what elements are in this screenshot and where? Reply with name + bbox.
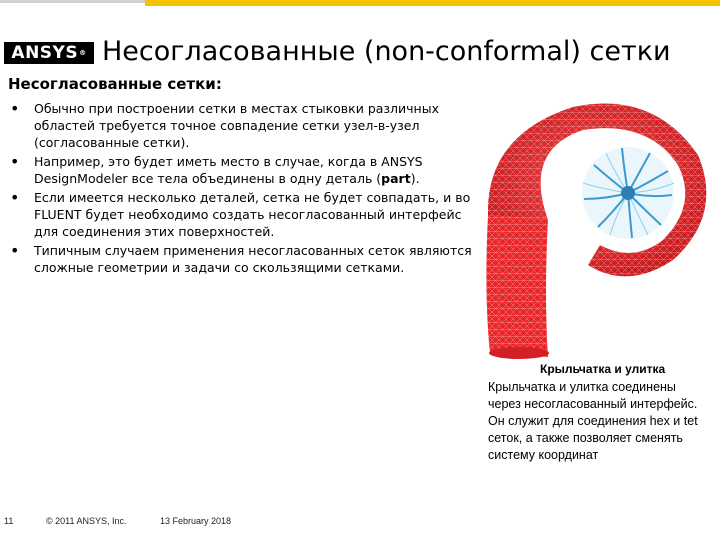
bullet-text: Если имеется несколько деталей, сетка не будет совпадать, и во FLUENT будет необходимо создать несогласованный интерфейс для соединения этих поверхностей. [34,190,471,239]
bullet-list [8,100,480,278]
impeller-volute-mesh-image [478,95,718,360]
top-rule-gray [0,0,145,3]
bullet-text: Обычно при построении сетки в местах стыковки различных областей требуется точное совпадение сетки узел-в-узел (согласованные сетки). [34,101,439,150]
page-number: 11 [4,516,14,526]
logo-registered-mark: ® [79,49,87,57]
logo-text: ANSYS [11,43,79,63]
bullet-item [8,189,480,240]
bullet-item [8,242,480,276]
bullet-text: Типичным случаем применения несогласованных сеток являются сложные геометрии и задачи со скользящими сетками. [34,243,472,275]
figure-caption-title: Крыльчатка и улитка [540,362,666,376]
slide-title: Несогласованные (non-conformal) сетки [102,36,671,67]
bullet-text: ). [410,171,420,186]
footer-date: 13 February 2018 [160,516,232,526]
ansys-logo [4,42,94,64]
impeller [582,147,674,239]
bullet-item [8,100,480,151]
bullet-text: Например, это будет иметь место в случае, когда в ANSYS DesignModeler все тела объединены в одну деталь ( [34,154,423,186]
top-rule-gold [145,0,720,6]
section-subtitle: Несогласованные сетки: [8,75,222,93]
bullet-item [8,153,480,187]
copyright: © 2011 ANSYS, Inc. [46,516,127,526]
figure-caption-text: Крыльчатка и улитка соединены через несогласованный интерфейс. Он служит для соединения hex и tet сеток, а также позволяет сменять систему координат [488,380,698,462]
volute-outlet-pipe [486,215,549,359]
bullet-bold-term: part [381,171,411,186]
